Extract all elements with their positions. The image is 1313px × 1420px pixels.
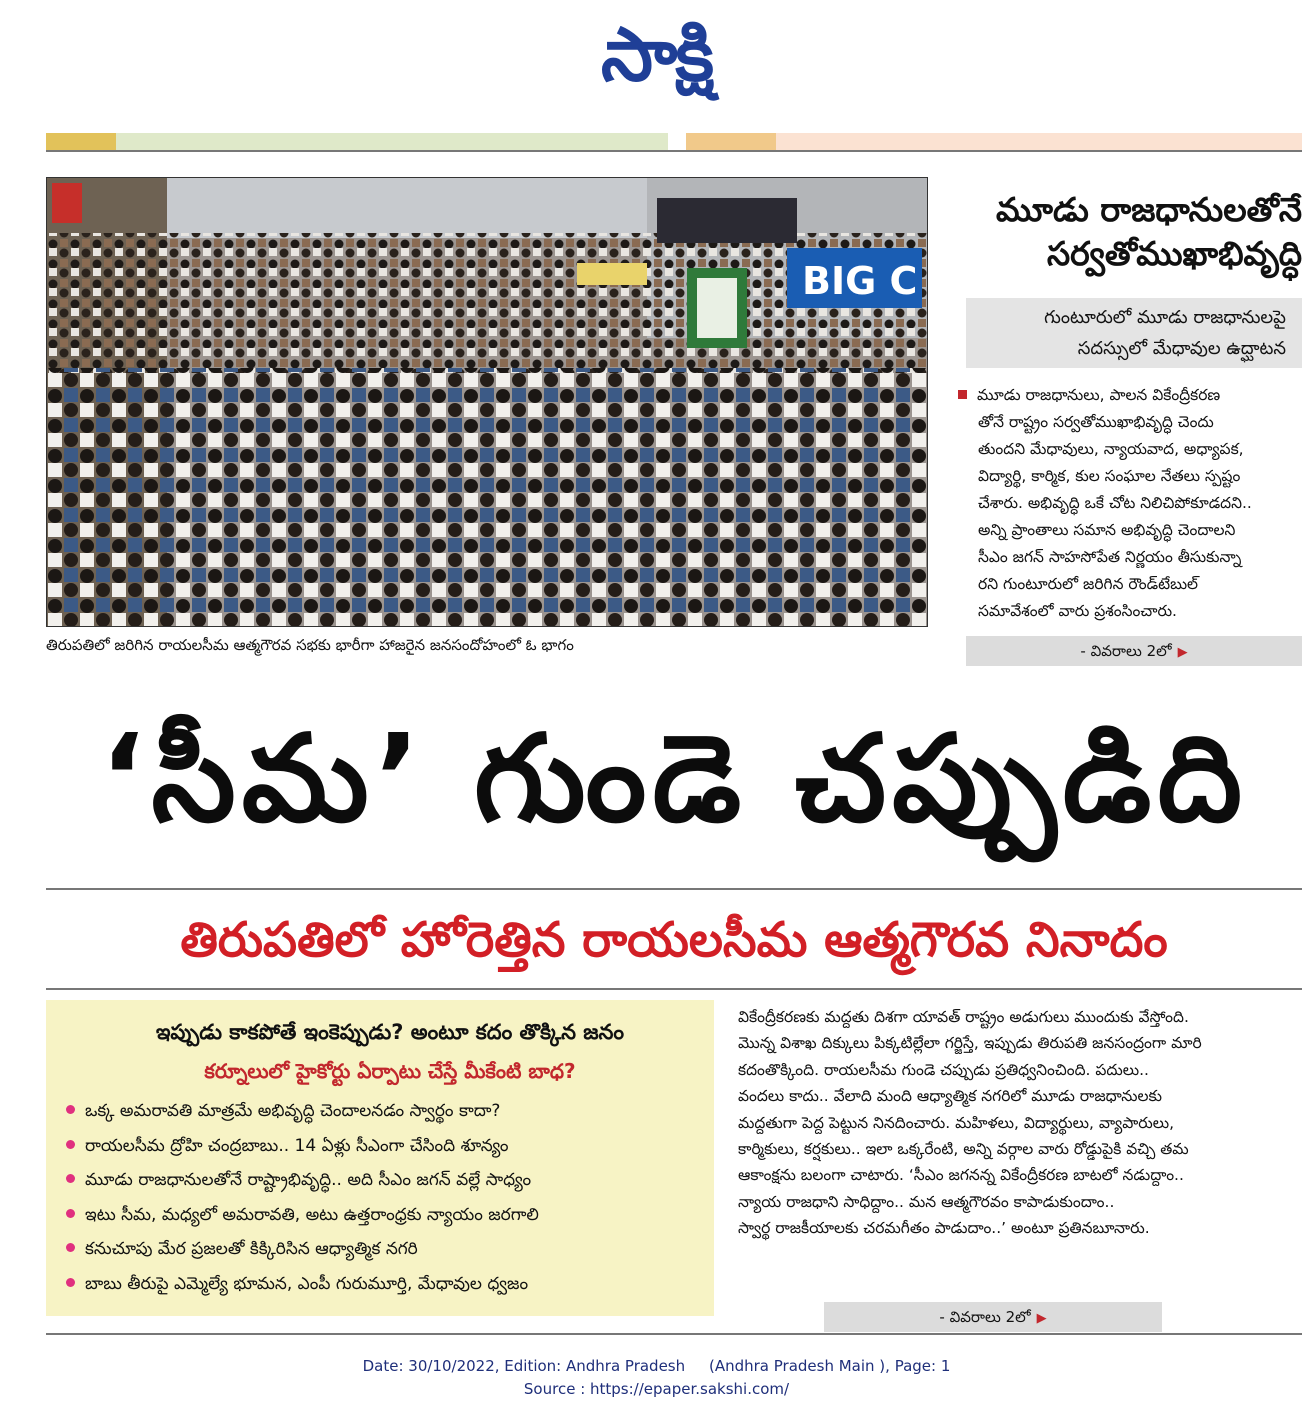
bullet-dot-icon	[66, 1278, 75, 1287]
sidebar-sub-line: సదస్సులో మేధావుల ఉద్ఘాటన	[1077, 338, 1286, 359]
top-color-strip	[776, 133, 1302, 150]
story-line: వికేంద్రీకరణకు మద్దతు దిశగా యావత్‌ రాష్ట్రం అడుగులు ముందుకు వేస్తోంది.	[738, 1008, 1189, 1026]
story-line: వందలు కాదు.. వేలాది మంది ఆధ్యాత్మిక నగరిలో మూడు రాజధానులకు	[738, 1087, 1162, 1106]
top-color-strip	[116, 133, 668, 150]
sidebar-body-line: సమావేశంలో వారు ప్రశంసించారు.	[978, 602, 1177, 620]
bullet-dot-icon	[66, 1140, 75, 1149]
highlight-item	[66, 1198, 714, 1233]
sidebar-body-line	[958, 382, 1302, 409]
top-divider	[46, 150, 1302, 152]
story-line: స్వార్థ రాజకీయాలకు చరమగీతం పాడుదాం..’ అంటూ ప్రతినబూనారు.	[738, 1219, 1150, 1238]
edition-info: Date: 30/10/2022, Edition: Andhra Pradesh (Andhra Pradesh Main ), Page: 1	[362, 1357, 951, 1375]
highlight-item	[66, 1094, 714, 1129]
highlight-text: కనుచూపు మేర ప్రజలతో కిక్కిరిసిన ఆధ్యాత్మిక నగరి	[85, 1239, 418, 1259]
continued-label: - వివరాలు 2లో	[1080, 642, 1172, 660]
story-line: కార్మికులు, కర్షకులు.. ఇలా ఒక్కరేంటి, అన్ని వర్గాల వారు రోడ్డుపైకి వచ్చి తమ	[738, 1140, 1189, 1159]
highlights-box	[46, 1000, 714, 1316]
bottom-divider	[46, 1333, 1302, 1335]
sidebar-body-line: రని గుంటూరులో జరిగిన రౌండ్‌టేబుల్‌	[978, 575, 1199, 593]
arrow-right-icon: ▶	[1177, 645, 1188, 660]
sidebar-headline-line: సర్వతోముఖాభివృద్ధి	[1046, 234, 1302, 273]
main-story-body	[738, 1004, 1304, 1242]
sidebar-body-line: తోనే రాష్ట్రం సర్వతోముఖాభివృద్ధి చెందు	[978, 413, 1214, 431]
story-line: మద్దతుగా పెద్ద పెట్టున నినదించారు. మహిళలు, విద్యార్థులు, వ్యాపారులు,	[738, 1113, 1175, 1132]
story-line: మొన్న విశాఖ దిక్కులు పిక్కటిల్లేలా గర్జిస్తే, ఇప్పుడు తిరుపతి జనసంద్రంగా మారి	[738, 1034, 1202, 1053]
sidebar-headline-line: మూడు రాజధానులతోనే	[996, 190, 1302, 229]
highlight-item	[66, 1232, 714, 1267]
main-headline: ‘సీమ’ గుండె చప్పుడిది	[99, 710, 1249, 849]
sidebar-body-line: విద్యార్థి, కార్మిక, కుల సంఘాల నేతలు స్పష్టం	[978, 467, 1241, 485]
crowd-illustration	[47, 178, 927, 626]
square-bullet-icon	[958, 390, 967, 399]
top-color-strip	[686, 133, 776, 150]
sidebar-subheading	[966, 298, 1302, 368]
sidebar-body-line: సీఎం జగన్‌ సాహసోపేత నిర్ణయం తీసుకున్నా	[978, 548, 1242, 566]
highlight-item	[66, 1267, 714, 1302]
continued-label: - వివరాలు 2లో	[939, 1308, 1031, 1326]
big-c-sign: BIG C	[802, 259, 918, 303]
highlight-text: మూడు రాజధానులతోనే రాష్ట్రాభివృద్ధి.. అది సీఎం జగన్‌ వల్లే సాధ్యం	[85, 1170, 532, 1190]
sidebar-continued-link[interactable]	[966, 636, 1302, 666]
highlights-list	[66, 1094, 714, 1301]
sub-headline: తిరుపతిలో హోరెత్తిన రాయలసీమ ఆత్మగౌరవ నినాదం	[180, 912, 1168, 968]
bullet-dot-icon	[66, 1105, 75, 1114]
sidebar-body-line: తుందని మేధావులు, న్యాయవాద, అధ్యాపక,	[978, 440, 1244, 458]
story-continued-link[interactable]	[824, 1302, 1162, 1332]
highlights-subquestion: కర్నూలులో హైకోర్టు ఏర్పాటు చేస్తే మీకేంటి బాధ?	[204, 1059, 576, 1083]
highlight-text: ఇటు సీమ, మధ్యలో అమరావతి, అటు ఉత్తరాంధ్రకు న్యాయం జరగాలి	[85, 1204, 539, 1225]
sidebar-body	[958, 382, 1302, 625]
crowd-photo	[46, 177, 928, 627]
sidebar-headline	[950, 188, 1302, 276]
highlight-text: రాయలసీమ ద్రోహి చంద్రబాబు.. 14 ఏళ్లు సీఎంగా చేసింది శూన్యం	[85, 1135, 509, 1156]
subheadline-divider	[46, 988, 1302, 990]
highlight-item	[66, 1129, 714, 1164]
highlight-item	[66, 1163, 714, 1198]
story-line: కదంతొక్కింది. రాయలసీమ గుండె చప్పుడు ప్రతిధ్వనించింది. పదులు..	[738, 1060, 1149, 1079]
photo-caption: తిరుపతిలో జరిగిన రాయలసీమ ఆత్మగౌరవ సభకు భారీగా హాజరైన జనసందోహంలో ఓ భాగం	[46, 636, 574, 654]
arrow-right-icon: ▶	[1036, 1311, 1047, 1326]
top-color-strip	[46, 133, 116, 150]
sidebar-body-line: అన్ని ప్రాంతాలు సమాన అభివృద్ధి చెందాలని	[978, 521, 1236, 539]
bullet-dot-icon	[66, 1243, 75, 1252]
highlight-text: ఒక్క అమరావతి మాత్రమే అభివృద్ధి చెందాలనడం స్వార్థం కాదా?	[85, 1101, 501, 1121]
bullet-dot-icon	[66, 1209, 75, 1218]
masthead-logo: సాక్షి	[601, 12, 712, 98]
story-line: ఆకాంక్షను బలంగా చాటారు. ‘సీఎం జగనన్న వికేంద్రీకరణ బాటలో నడుద్దాం..	[738, 1166, 1184, 1185]
bullet-dot-icon	[66, 1174, 75, 1183]
source-link[interactable]: Source : https://epaper.sakshi.com/	[523, 1380, 790, 1398]
sidebar-body-line: చేశారు. అభివృద్ధి ఒకే చోట నిలిచిపోకూడదని..	[978, 494, 1252, 512]
story-line: న్యాయ రాజధాని సాధిద్దాం.. మన ఆత్మగౌరవం కాపాడుకుందాం..	[738, 1192, 1115, 1211]
sidebar-body-text: మూడు రాజధానులు, పాలన వికేంద్రీకరణ	[977, 386, 1221, 404]
highlight-text: బాబు తీరుపై ఎమ్మెల్యే భూమన, ఎంపీ గురుమూర్తి, మేధావుల ధ్వజం	[85, 1273, 529, 1294]
sidebar-sub-line: గుంటూరులో మూడు రాజధానులపై	[1044, 307, 1286, 328]
highlights-question: ఇప్పుడు కాకపోతే ఇంకెప్పుడు? అంటూ కదం తొక్కిన జనం	[155, 1020, 625, 1044]
